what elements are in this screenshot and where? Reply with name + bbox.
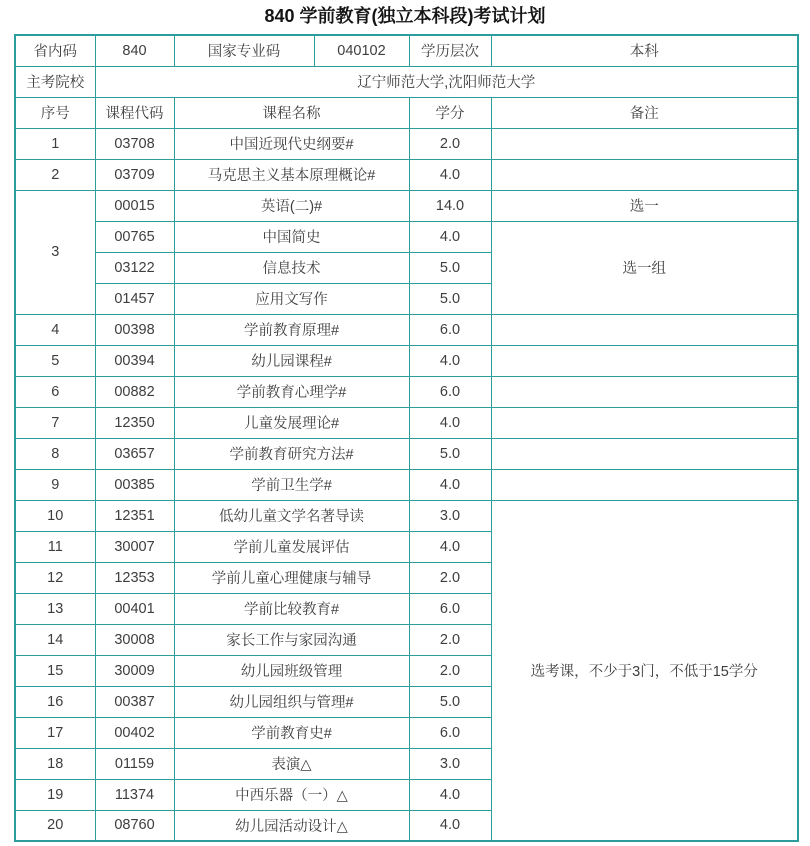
- code-cell: 00765: [95, 221, 174, 252]
- name-cell: 学前教育研究方法#: [174, 438, 409, 469]
- remark-cell: [491, 128, 798, 159]
- name-cell: 学前儿童发展评估: [174, 531, 409, 562]
- col-header-remark: 备注: [491, 97, 798, 128]
- remark-cell: [491, 438, 798, 469]
- seq-cell: 8: [15, 438, 95, 469]
- name-cell: 英语(二)#: [174, 190, 409, 221]
- name-cell: 学前儿童心理健康与辅导: [174, 562, 409, 593]
- remark-cell-electives: 选考课，不少于3门，不低于15学分: [491, 500, 798, 841]
- code-cell: 00015: [95, 190, 174, 221]
- code-cell: 00882: [95, 376, 174, 407]
- province-code-value: 840: [95, 35, 174, 66]
- name-cell: 学前教育史#: [174, 717, 409, 748]
- name-cell: 幼儿园组织与管理#: [174, 686, 409, 717]
- remark-cell: 选一: [491, 190, 798, 221]
- credit-cell: 2.0: [409, 624, 491, 655]
- seq-cell: 2: [15, 159, 95, 190]
- course-row: [15, 221, 798, 252]
- national-code-label: 国家专业码: [174, 35, 314, 66]
- col-header-credit: 学分: [409, 97, 491, 128]
- code-cell: 12350: [95, 407, 174, 438]
- province-code-label: 省内码: [15, 35, 95, 66]
- table-header-row: [15, 97, 798, 128]
- name-cell: 学前教育原理#: [174, 314, 409, 345]
- code-cell: 30009: [95, 655, 174, 686]
- name-cell: 学前教育心理学#: [174, 376, 409, 407]
- name-cell: 幼儿园班级管理: [174, 655, 409, 686]
- credit-cell: 4.0: [409, 345, 491, 376]
- col-header-code: 课程代码: [95, 97, 174, 128]
- code-cell: 03708: [95, 128, 174, 159]
- seq-cell: 14: [15, 624, 95, 655]
- info-row: [15, 35, 798, 66]
- course-row: [15, 500, 798, 531]
- course-row: [15, 190, 798, 221]
- code-cell: 00394: [95, 345, 174, 376]
- code-cell: 12353: [95, 562, 174, 593]
- col-header-name: 课程名称: [174, 97, 409, 128]
- seq-cell: 11: [15, 531, 95, 562]
- seq-cell: 16: [15, 686, 95, 717]
- credit-cell: 2.0: [409, 128, 491, 159]
- name-cell: 低幼儿童文学名著导读: [174, 500, 409, 531]
- credit-cell: 3.0: [409, 748, 491, 779]
- remark-cell: [491, 407, 798, 438]
- code-cell: 00387: [95, 686, 174, 717]
- seq-cell: 12: [15, 562, 95, 593]
- credit-cell: 5.0: [409, 252, 491, 283]
- name-cell: 中国近现代史纲要#: [174, 128, 409, 159]
- credit-cell: 3.0: [409, 500, 491, 531]
- remark-cell: [491, 376, 798, 407]
- education-level-value: 本科: [491, 35, 798, 66]
- name-cell: 信息技术: [174, 252, 409, 283]
- name-cell: 幼儿园活动设计△: [174, 810, 409, 841]
- col-header-seq: 序号: [15, 97, 95, 128]
- code-cell: 00402: [95, 717, 174, 748]
- name-cell: 应用文写作: [174, 283, 409, 314]
- remark-cell: [491, 159, 798, 190]
- seq-cell: 9: [15, 469, 95, 500]
- host-row: [15, 66, 798, 97]
- course-row: [15, 314, 798, 345]
- course-row: [15, 345, 798, 376]
- remark-cell: [491, 314, 798, 345]
- name-cell: 家长工作与家园沟通: [174, 624, 409, 655]
- credit-cell: 6.0: [409, 593, 491, 624]
- credit-cell: 4.0: [409, 810, 491, 841]
- seq-cell: 20: [15, 810, 95, 841]
- name-cell: 学前卫生学#: [174, 469, 409, 500]
- name-cell: 表演△: [174, 748, 409, 779]
- seq-cell: 17: [15, 717, 95, 748]
- code-cell: 03709: [95, 159, 174, 190]
- credit-cell: 5.0: [409, 438, 491, 469]
- name-cell: 马克思主义基本原理概论#: [174, 159, 409, 190]
- credit-cell: 6.0: [409, 717, 491, 748]
- course-row: [15, 159, 798, 190]
- credit-cell: 4.0: [409, 531, 491, 562]
- code-cell: 00385: [95, 469, 174, 500]
- name-cell: 中国简史: [174, 221, 409, 252]
- course-row: [15, 438, 798, 469]
- credit-cell: 4.0: [409, 407, 491, 438]
- code-cell: 11374: [95, 779, 174, 810]
- code-cell: 12351: [95, 500, 174, 531]
- page-title: 840 学前教育(独立本科段)考试计划: [264, 6, 546, 26]
- credit-cell: 4.0: [409, 779, 491, 810]
- code-cell: 01457: [95, 283, 174, 314]
- course-row: [15, 128, 798, 159]
- seq-cell: 7: [15, 407, 95, 438]
- course-row: [15, 376, 798, 407]
- host-value: 辽宁师范大学,沈阳师范大学: [95, 66, 798, 97]
- code-cell: 30007: [95, 531, 174, 562]
- education-level-label: 学历层次: [409, 35, 491, 66]
- course-row: [15, 407, 798, 438]
- credit-cell: 5.0: [409, 686, 491, 717]
- code-cell: 30008: [95, 624, 174, 655]
- course-row: [15, 469, 798, 500]
- code-cell: 00398: [95, 314, 174, 345]
- credit-cell: 4.0: [409, 469, 491, 500]
- code-cell: 01159: [95, 748, 174, 779]
- credit-cell: 2.0: [409, 655, 491, 686]
- seq-cell: 10: [15, 500, 95, 531]
- seq-cell: 1: [15, 128, 95, 159]
- credit-cell: 14.0: [409, 190, 491, 221]
- seq-cell: 6: [15, 376, 95, 407]
- national-code-value: 040102: [314, 35, 409, 66]
- credit-cell: 6.0: [409, 314, 491, 345]
- name-cell: 幼儿园课程#: [174, 345, 409, 376]
- exam-plan-table: [14, 34, 799, 842]
- remark-cell: [491, 345, 798, 376]
- credit-cell: 4.0: [409, 159, 491, 190]
- seq-cell: 19: [15, 779, 95, 810]
- code-cell: 00401: [95, 593, 174, 624]
- credit-cell: 5.0: [409, 283, 491, 314]
- seq-cell: 3: [15, 190, 95, 314]
- code-cell: 03122: [95, 252, 174, 283]
- seq-cell: 13: [15, 593, 95, 624]
- host-label: 主考院校: [15, 66, 95, 97]
- code-cell: 03657: [95, 438, 174, 469]
- seq-cell: 5: [15, 345, 95, 376]
- name-cell: 儿童发展理论#: [174, 407, 409, 438]
- name-cell: 中西乐器（一）△: [174, 779, 409, 810]
- remark-cell: [491, 469, 798, 500]
- remark-cell: 选一组: [491, 221, 798, 314]
- name-cell: 学前比较教育#: [174, 593, 409, 624]
- seq-cell: 15: [15, 655, 95, 686]
- code-cell: 08760: [95, 810, 174, 841]
- credit-cell: 6.0: [409, 376, 491, 407]
- credit-cell: 2.0: [409, 562, 491, 593]
- credit-cell: 4.0: [409, 221, 491, 252]
- seq-cell: 4: [15, 314, 95, 345]
- seq-cell: 18: [15, 748, 95, 779]
